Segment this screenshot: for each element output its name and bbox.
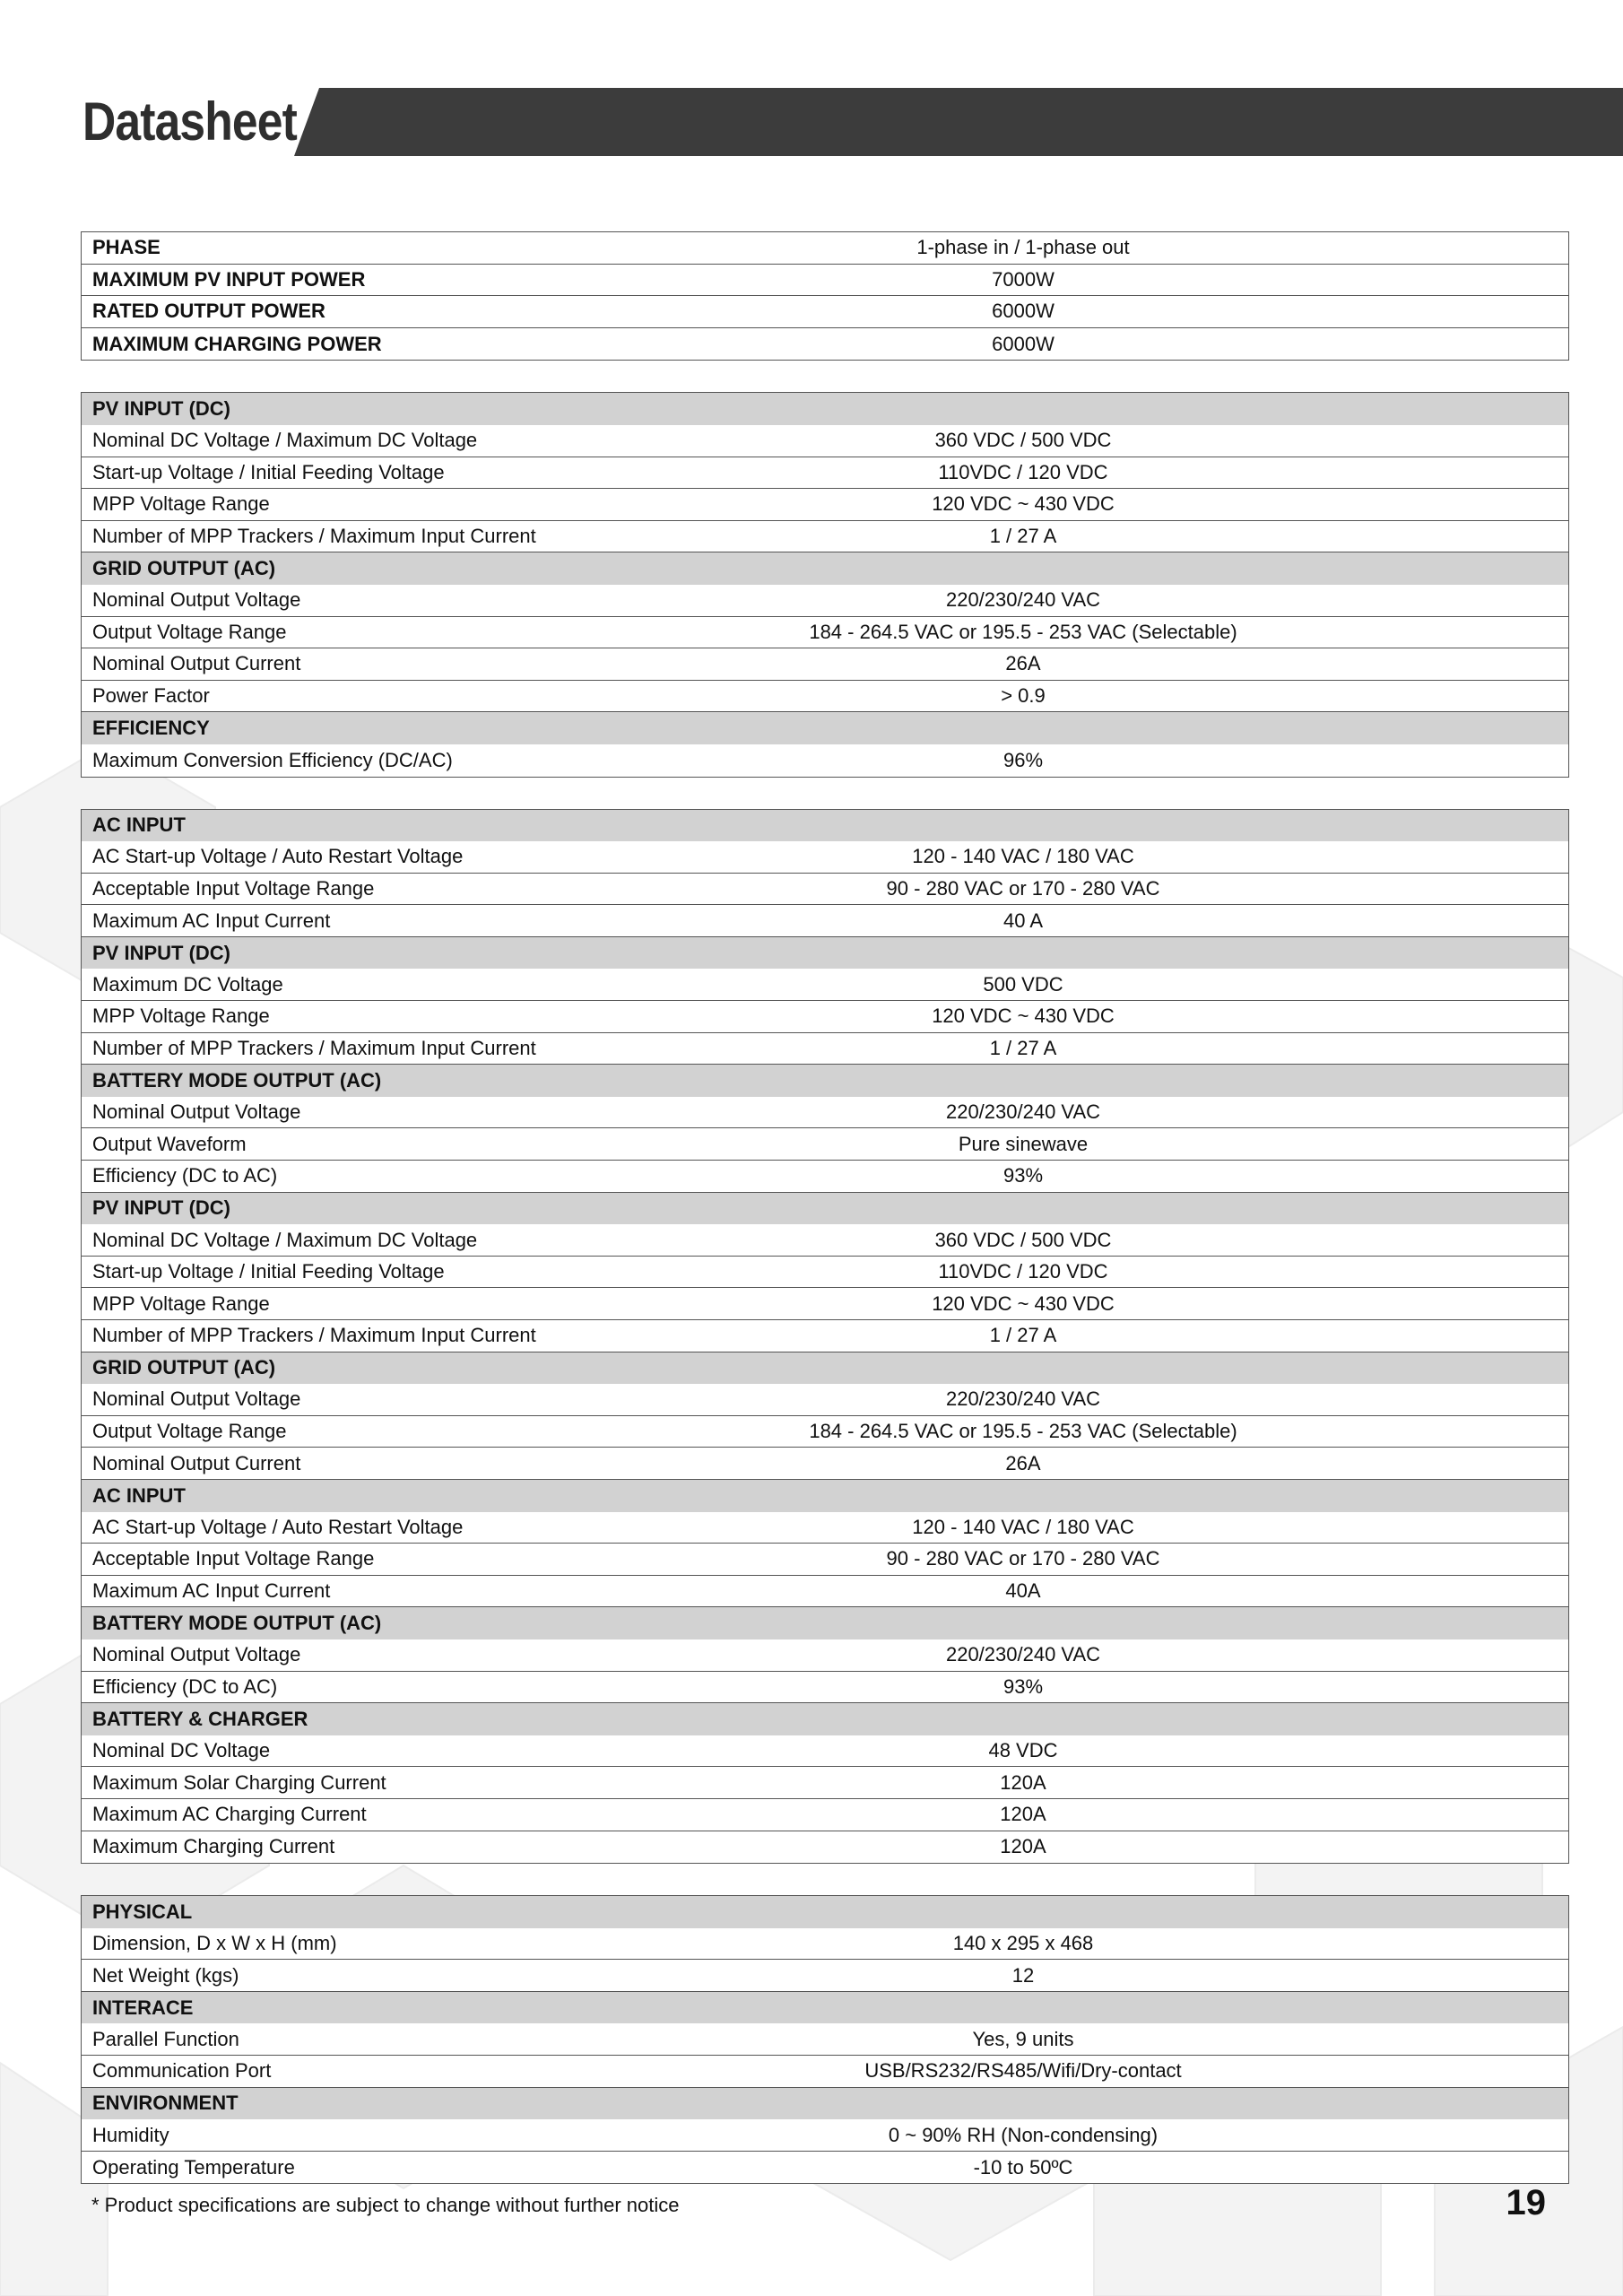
spec-value: 500 VDC [983, 972, 1063, 996]
section-title: PV INPUT (DC) [92, 1196, 230, 1220]
section-header [82, 810, 1568, 842]
section-header [82, 2088, 1568, 2120]
spec-value: 120 - 140 VAC / 180 VAC [912, 1515, 1134, 1538]
spec-label: Nominal DC Voltage / Maximum DC Voltage [92, 429, 478, 452]
spec-value: 360 VDC / 500 VDC [934, 1228, 1112, 1251]
section-header [82, 393, 1568, 425]
spec-label: PHASE [92, 236, 161, 259]
spec-value: 184 - 264.5 VAC or 195.5 - 253 VAC (Selectable) [809, 620, 1237, 643]
section-header [82, 1065, 1568, 1097]
spec-value: 26A [1005, 1451, 1041, 1474]
spec-row [82, 648, 1568, 681]
spec-row [82, 1767, 1568, 1799]
spec-row [82, 1672, 1568, 1704]
section-header [82, 552, 1568, 585]
spec-row [82, 1224, 1568, 1257]
spec-value: 220/230/240 VAC [945, 1643, 1101, 1666]
spec-label: AC Start-up Voltage / Auto Restart Voltage [92, 1515, 464, 1538]
spec-value: 1 / 27 A [989, 525, 1057, 548]
spec-row [82, 1928, 1568, 1961]
spec-label: Start-up Voltage / Initial Feeding Voltage [92, 1260, 445, 1283]
spec-value: 360 VDC / 500 VDC [934, 429, 1112, 452]
spec-value: 220/230/240 VAC [945, 588, 1101, 612]
spec-row [82, 969, 1568, 1001]
spec-row [82, 1799, 1568, 1831]
spec-row [82, 1001, 1568, 1033]
spec-value: 40A [1005, 1579, 1041, 1603]
spec-label: Nominal DC Voltage / Maximum DC Voltage [92, 1228, 478, 1251]
section-title: GRID OUTPUT (AC) [92, 1356, 276, 1379]
spec-row [82, 1257, 1568, 1289]
spec-label: Start-up Voltage / Initial Feeding Voltage [92, 460, 445, 483]
spec-row [82, 905, 1568, 937]
spec-group [81, 809, 1569, 1865]
spec-value: Pure sinewave [958, 1132, 1089, 1155]
spec-label: Nominal Output Voltage [92, 1387, 301, 1411]
spec-row [82, 521, 1568, 553]
spec-group [81, 1895, 1569, 2184]
spec-row [82, 681, 1568, 713]
spec-value: 26A [1005, 652, 1041, 675]
spec-label: Maximum AC Charging Current [92, 1803, 367, 1826]
spec-label: Efficiency (DC to AC) [92, 1674, 278, 1698]
spec-value: > 0.9 [1001, 684, 1046, 708]
spec-value: 120A [1000, 1835, 1046, 1858]
footer-note: * Product specifications are subject to change without further notice [91, 2194, 680, 2216]
spec-value: 96% [1002, 748, 1044, 771]
spec-row [82, 1735, 1568, 1768]
section-header [82, 1992, 1568, 2024]
section-title: AC INPUT [92, 813, 186, 837]
spec-value: 120A [1000, 1770, 1046, 1794]
spec-row [82, 1097, 1568, 1129]
spec-label: MPP Voltage Range [92, 492, 270, 516]
spec-row [82, 1416, 1568, 1448]
section-header [82, 1193, 1568, 1225]
spec-row [82, 457, 1568, 490]
spec-label: AC Start-up Voltage / Auto Restart Voltage [92, 845, 464, 868]
spec-value: -10 to 50ºC [973, 2155, 1073, 2179]
spec-group [81, 392, 1569, 777]
spec-value: 110VDC / 120 VDC [938, 1260, 1108, 1283]
spec-label: Maximum AC Input Current [92, 909, 331, 932]
spec-group [81, 231, 1569, 361]
spec-value: 1 / 27 A [989, 1036, 1057, 1059]
spec-row [82, 841, 1568, 874]
spec-label: Acceptable Input Voltage Range [92, 1547, 375, 1570]
spec-label: Output Voltage Range [92, 620, 287, 643]
spec-value: 220/230/240 VAC [945, 1100, 1101, 1124]
spec-value: 1 / 27 A [989, 1324, 1057, 1347]
section-title: PV INPUT (DC) [92, 941, 230, 964]
spec-row [82, 2023, 1568, 2056]
page-title: Datasheet [82, 91, 297, 152]
spec-row [82, 585, 1568, 617]
spec-value: 120 VDC ~ 430 VDC [932, 492, 1115, 516]
spec-label: Nominal Output Current [92, 1451, 301, 1474]
spec-label: Operating Temperature [92, 2155, 295, 2179]
spec-row [82, 328, 1568, 361]
spec-label: Number of MPP Trackers / Maximum Input Current [92, 525, 536, 548]
spec-row [82, 2056, 1568, 2088]
spec-label: Maximum Solar Charging Current [92, 1770, 386, 1794]
spec-value: Yes, 9 units [972, 2027, 1074, 2050]
spec-row [82, 2119, 1568, 2152]
spec-row [82, 1448, 1568, 1480]
spec-row [82, 1384, 1568, 1416]
spec-value: 220/230/240 VAC [945, 1387, 1101, 1411]
spec-value: 120 VDC ~ 430 VDC [932, 1004, 1115, 1028]
section-header [82, 1607, 1568, 1639]
spec-value: 90 - 280 VAC or 170 - 280 VAC [886, 1547, 1160, 1570]
spec-row [82, 2152, 1568, 2184]
spec-label: Nominal Output Voltage [92, 1100, 301, 1124]
spec-label: MAXIMUM CHARGING POWER [92, 332, 382, 355]
spec-row [82, 1544, 1568, 1576]
spec-label: MAXIMUM PV INPUT POWER [92, 267, 366, 291]
section-title: ENVIRONMENT [92, 2092, 239, 2115]
spec-table [81, 231, 1569, 2184]
group-gap [81, 361, 1569, 392]
spec-row [82, 1576, 1568, 1608]
spec-label: RATED OUTPUT POWER [92, 300, 325, 323]
spec-value: 7000W [992, 267, 1055, 291]
spec-value: 93% [1002, 1674, 1044, 1698]
spec-value: 120A [1000, 1803, 1046, 1826]
spec-value: 40 A [1002, 909, 1044, 932]
spec-value: 110VDC / 120 VDC [938, 460, 1108, 483]
spec-row [82, 1639, 1568, 1672]
spec-label: Efficiency (DC to AC) [92, 1164, 278, 1187]
section-title: INTERACE [92, 1996, 194, 2019]
spec-label: Maximum AC Input Current [92, 1579, 331, 1603]
section-title: PHYSICAL [92, 1900, 193, 1923]
spec-row [82, 1033, 1568, 1065]
spec-value: 1-phase in / 1-phase out [916, 236, 1130, 259]
spec-row [82, 744, 1568, 777]
spec-value: 48 VDC [988, 1739, 1058, 1762]
spec-label: Power Factor [92, 684, 210, 708]
section-header [82, 937, 1568, 970]
spec-value: 6000W [992, 300, 1055, 323]
spec-label: Maximum Conversion Efficiency (DC/AC) [92, 748, 453, 771]
spec-label: Number of MPP Trackers / Maximum Input Current [92, 1324, 536, 1347]
section-title: BATTERY MODE OUTPUT (AC) [92, 1612, 382, 1635]
spec-row [82, 874, 1568, 906]
group-gap [81, 778, 1569, 809]
spec-label: Maximum DC Voltage [92, 972, 283, 996]
spec-row [82, 1831, 1568, 1864]
spec-label: Net Weight (kgs) [92, 1963, 239, 1987]
group-gap [81, 1864, 1569, 1895]
spec-label: MPP Voltage Range [92, 1004, 270, 1028]
spec-label: Nominal Output Voltage [92, 1643, 301, 1666]
section-header [82, 1480, 1568, 1512]
section-header [82, 712, 1568, 744]
spec-label: Nominal Output Voltage [92, 588, 301, 612]
spec-row [82, 1320, 1568, 1352]
spec-value: 184 - 264.5 VAC or 195.5 - 253 VAC (Selectable) [809, 1420, 1237, 1443]
spec-row [82, 1288, 1568, 1320]
section-title: BATTERY MODE OUTPUT (AC) [92, 1069, 382, 1092]
spec-label: Parallel Function [92, 2027, 239, 2050]
spec-label: Nominal Output Current [92, 652, 301, 675]
spec-row [82, 1960, 1568, 1992]
section-title: BATTERY & CHARGER [92, 1707, 308, 1730]
spec-label: Communication Port [92, 2059, 272, 2083]
spec-label: Acceptable Input Voltage Range [92, 876, 375, 900]
section-title: PV INPUT (DC) [92, 397, 230, 421]
spec-value: USB/RS232/RS485/Wifi/Dry-contact [864, 2059, 1182, 2083]
spec-row [82, 296, 1568, 328]
spec-label: Maximum Charging Current [92, 1835, 335, 1858]
section-title: GRID OUTPUT (AC) [92, 557, 276, 580]
header-bar [294, 88, 1623, 156]
section-header [82, 1352, 1568, 1385]
spec-label: Output Waveform [92, 1132, 247, 1155]
spec-value: 120 VDC ~ 430 VDC [932, 1292, 1115, 1315]
spec-row [82, 265, 1568, 297]
spec-value: 90 - 280 VAC or 170 - 280 VAC [886, 876, 1160, 900]
section-title: AC INPUT [92, 1483, 186, 1507]
spec-label: MPP Voltage Range [92, 1292, 270, 1315]
spec-label: Nominal DC Voltage [92, 1739, 271, 1762]
spec-value: 120 - 140 VAC / 180 VAC [912, 845, 1134, 868]
spec-label: Dimension, D x W x H (mm) [92, 1931, 337, 1954]
spec-value: 12 [1011, 1963, 1035, 1987]
spec-row [82, 1161, 1568, 1193]
section-title: EFFICIENCY [92, 717, 210, 740]
spec-label: Number of MPP Trackers / Maximum Input Current [92, 1036, 536, 1059]
spec-row [82, 1512, 1568, 1544]
page-number: 19 [1506, 2183, 1546, 2222]
section-header [82, 1703, 1568, 1735]
spec-value: 140 x 295 x 468 [952, 1931, 1094, 1954]
spec-value: 6000W [992, 332, 1055, 355]
spec-row [82, 232, 1568, 265]
spec-row [82, 425, 1568, 457]
spec-value: 0 ~ 90% RH (Non-condensing) [888, 2123, 1159, 2146]
section-header [82, 1896, 1568, 1928]
spec-label: Humidity [92, 2123, 169, 2146]
spec-row [82, 1128, 1568, 1161]
spec-row [82, 617, 1568, 649]
spec-label: Output Voltage Range [92, 1420, 287, 1443]
spec-row [82, 489, 1568, 521]
spec-value: 93% [1002, 1164, 1044, 1187]
